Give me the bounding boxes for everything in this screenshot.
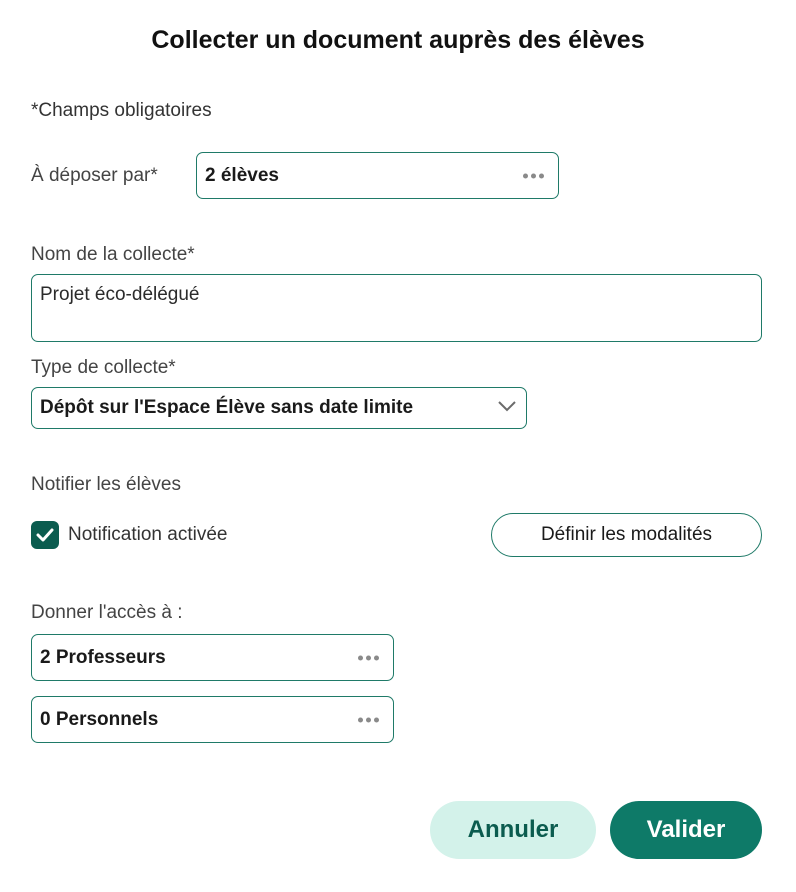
collection-type-select[interactable] <box>31 387 527 429</box>
access-label: Donner l'accès à : <box>31 602 183 623</box>
staff-selector[interactable] <box>31 696 394 743</box>
collection-type-label: Type de collecte* <box>31 357 176 378</box>
collection-name-field[interactable] <box>31 274 762 342</box>
notification-checkbox[interactable] <box>31 521 59 549</box>
cancel-button[interactable]: Annuler <box>430 801 596 859</box>
notify-label: Notifier les élèves <box>31 474 181 495</box>
collection-name-value: Projet éco-délégué <box>40 284 200 305</box>
validate-button[interactable]: Valider <box>610 801 762 859</box>
collection-type-value: Dépôt sur l'Espace Élève sans date limite <box>40 397 414 418</box>
more-options-icon[interactable] <box>523 173 544 178</box>
deposit-label: À déposer par* <box>31 165 158 186</box>
required-fields-note: *Champs obligatoires <box>31 100 212 121</box>
notification-checkbox-label: Notification activée <box>68 524 228 545</box>
dialog-title: Collecter un document auprès des élèves <box>151 26 645 54</box>
staff-value: 0 Personnels <box>40 708 159 730</box>
teachers-value: 2 Professeurs <box>40 646 166 668</box>
more-options-icon[interactable] <box>358 717 379 722</box>
deposit-selector[interactable] <box>196 152 559 199</box>
chevron-down-icon <box>498 399 516 417</box>
teachers-selector[interactable] <box>31 634 394 681</box>
collection-name-label: Nom de la collecte* <box>31 244 195 265</box>
define-modalities-button[interactable]: Définir les modalités <box>491 513 762 557</box>
more-options-icon[interactable] <box>358 655 379 660</box>
checkmark-icon <box>36 527 54 543</box>
deposit-value: 2 élèves <box>205 164 279 186</box>
